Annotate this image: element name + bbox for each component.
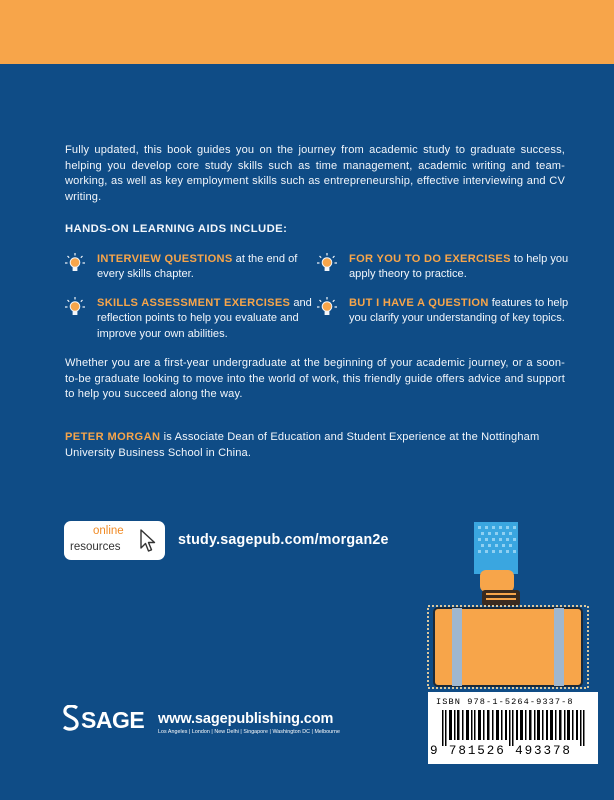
online-resources-badge[interactable] xyxy=(64,521,165,560)
barcode-icon xyxy=(442,710,586,746)
aid-skills-assessment xyxy=(97,296,322,342)
publisher-website[interactable]: www.sagepublishing.com xyxy=(158,711,334,727)
suitcase-illustration xyxy=(418,522,598,692)
aid-text: at the end of every skills chapter. xyxy=(97,253,298,281)
aid-title: INTERVIEW QUESTIONS xyxy=(97,253,233,265)
aid-text: to help you apply theory to practice. xyxy=(349,253,569,281)
companion-website-link[interactable]: study.sagepub.com/morgan2e xyxy=(178,532,389,548)
barcode-panel xyxy=(428,692,598,764)
aid-but-i-have-a-question xyxy=(349,296,574,327)
lightbulb-icon xyxy=(64,252,86,274)
cursor-icon xyxy=(140,529,156,553)
intro-paragraph: Fully updated, this book guides you on the journey from academic study to graduate success, helping you develop core study skills such as time management, academic writing and team-working, as well as key employment skills such as entrepreneurship, effective interviewing and CV writing. xyxy=(65,144,565,203)
aid-text: and reflection points to help you evaluate and improve your own abilities. xyxy=(97,297,312,340)
author-bio-text: is Associate Dean of Education and Student Experience at the Nottingham University Business School in China. xyxy=(65,431,540,459)
sage-logo-icon xyxy=(62,705,80,731)
publisher-name: SAGE xyxy=(81,707,145,733)
aid-for-you-to-do xyxy=(349,252,574,283)
author-bio xyxy=(65,430,565,461)
lightbulb-icon xyxy=(316,252,338,274)
aid-text: features to help you clarify your understanding of key topics. xyxy=(349,297,569,325)
aid-title: SKILLS ASSESSMENT EXERCISES xyxy=(97,297,291,309)
isbn-text: ISBN 978-1-5264-9337-8 xyxy=(436,697,574,707)
lightbulb-icon xyxy=(64,296,86,318)
aid-title: FOR YOU TO DO EXERCISES xyxy=(349,253,511,265)
online-label: online xyxy=(93,525,124,537)
author-name: PETER MORGAN xyxy=(65,431,161,443)
top-orange-band xyxy=(0,0,614,64)
publisher-cities: Los Angeles | London | New Delhi | Singapore | Washington DC | Melbourne xyxy=(158,729,340,735)
aids-heading: HANDS-ON LEARNING AIDS INCLUDE: xyxy=(65,223,288,235)
lightbulb-icon xyxy=(316,296,338,318)
audience-paragraph: Whether you are a first-year undergraduate at the beginning of your academic journey, or a soon-to-be graduate looking to move into the world of work, this friendly guide offers advice and support to help you succeed along the way. xyxy=(65,357,565,400)
aid-interview-questions xyxy=(97,252,322,283)
barcode-number: 9 781526 493378 xyxy=(430,744,572,758)
aid-title: BUT I HAVE A QUESTION xyxy=(349,297,489,309)
resources-label: resources xyxy=(70,541,121,553)
